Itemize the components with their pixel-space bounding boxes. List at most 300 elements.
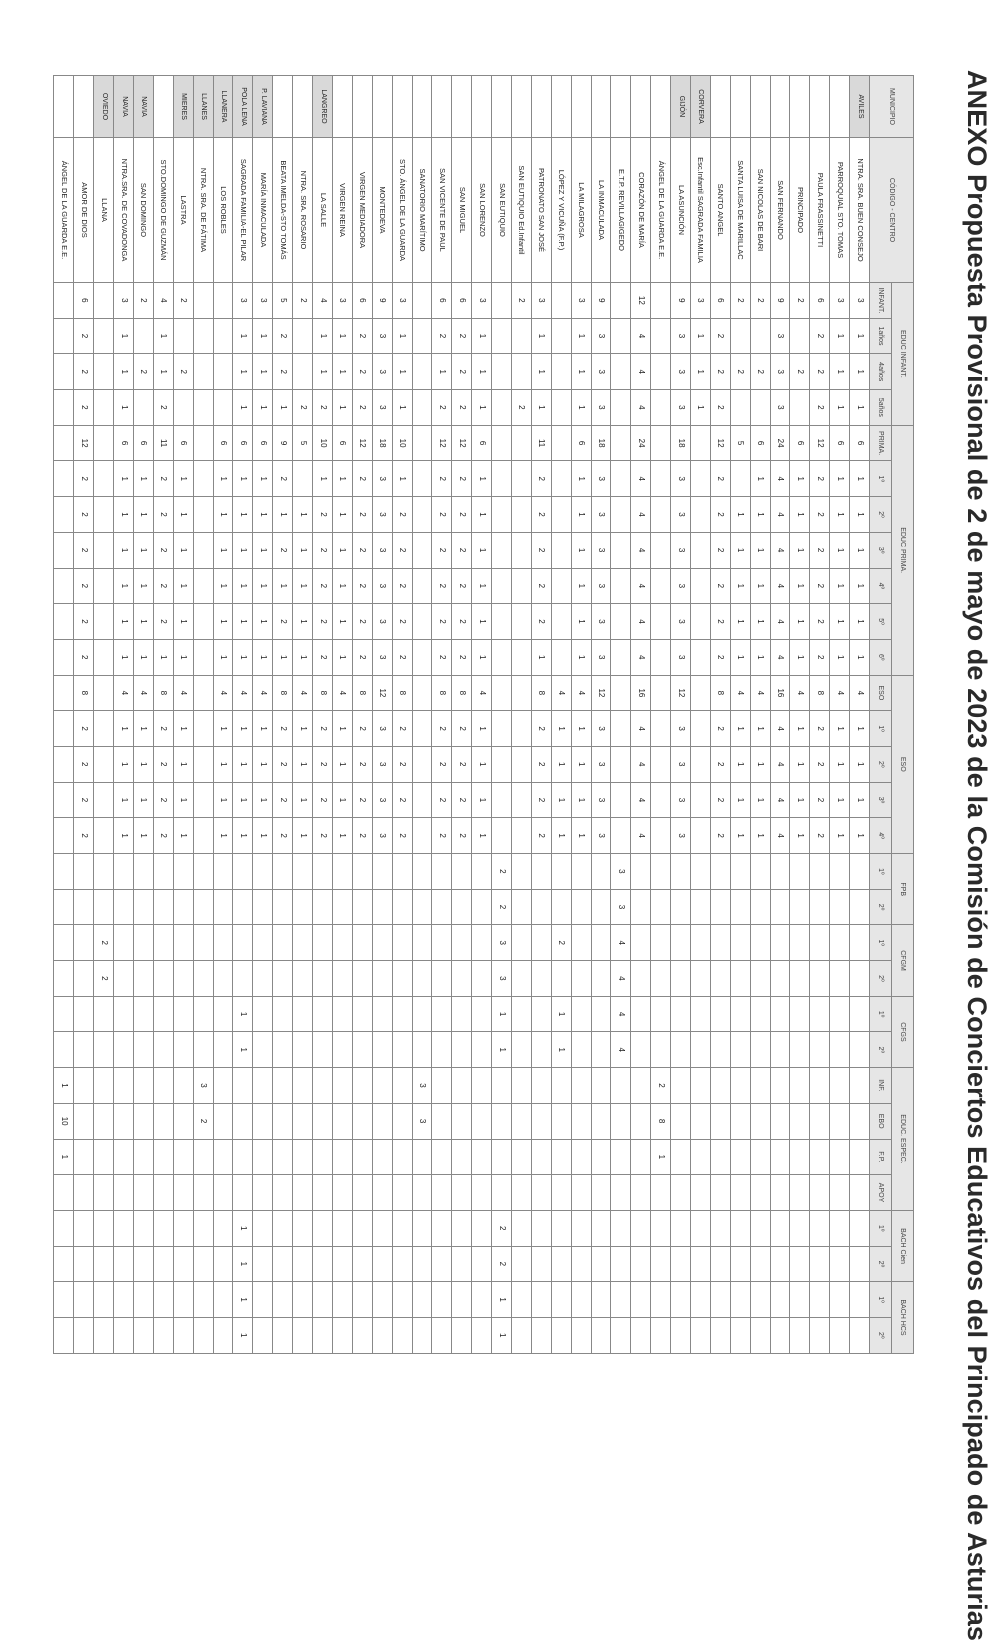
value-cell: 1 — [253, 782, 273, 818]
value-cell: 6 — [173, 425, 193, 461]
value-cell — [253, 854, 273, 890]
value-cell: 3 — [114, 283, 134, 319]
value-cell: 4 — [631, 497, 651, 533]
value-cell — [511, 639, 531, 675]
value-cell — [293, 854, 313, 890]
value-cell — [352, 1032, 372, 1068]
value-cell — [511, 1282, 531, 1318]
value-cell: 6 — [452, 283, 472, 319]
municipio-cell — [392, 76, 412, 138]
value-cell: 2 — [352, 746, 372, 782]
value-cell — [730, 1032, 750, 1068]
value-cell: 1 — [790, 711, 810, 747]
value-cell — [114, 996, 134, 1032]
value-cell — [193, 746, 213, 782]
value-cell: 2 — [74, 818, 94, 854]
value-cell — [850, 1210, 870, 1246]
value-cell: 8 — [273, 675, 293, 711]
value-cell — [114, 1317, 134, 1353]
value-cell: 2 — [392, 532, 412, 568]
value-cell — [392, 996, 412, 1032]
value-cell — [730, 1068, 750, 1104]
value-cell — [54, 497, 74, 533]
value-cell — [293, 925, 313, 961]
value-cell: 2 — [452, 497, 472, 533]
value-cell — [551, 532, 571, 568]
value-cell — [74, 1175, 94, 1211]
value-cell: 1 — [332, 532, 352, 568]
value-cell: 2 — [352, 604, 372, 640]
value-cell: 3 — [690, 283, 710, 319]
value-cell: 2 — [74, 711, 94, 747]
municipio-cell — [511, 76, 531, 138]
value-cell: 2 — [74, 532, 94, 568]
value-cell — [213, 1210, 233, 1246]
value-cell — [511, 1139, 531, 1175]
value-cell — [313, 1139, 333, 1175]
value-cell — [134, 996, 154, 1032]
value-cell: 2 — [352, 532, 372, 568]
value-cell — [730, 318, 750, 354]
municipio-cell: P. LAVIANA — [253, 76, 273, 138]
header-subcolumn: 1º — [870, 711, 892, 747]
value-cell — [332, 854, 352, 890]
value-cell — [770, 889, 790, 925]
table-row — [173, 76, 193, 1354]
value-cell: 16 — [631, 675, 651, 711]
municipio-cell — [651, 76, 671, 138]
value-cell: 1 — [472, 497, 492, 533]
value-cell: 2 — [273, 354, 293, 390]
value-cell: 1 — [253, 532, 273, 568]
value-cell: 1 — [173, 818, 193, 854]
value-cell — [313, 925, 333, 961]
value-cell: 1 — [114, 568, 134, 604]
value-cell — [332, 1032, 352, 1068]
value-cell — [472, 1210, 492, 1246]
value-cell — [611, 1282, 631, 1318]
value-cell: 3 — [193, 1068, 213, 1104]
value-cell: 1 — [571, 461, 591, 497]
value-cell: 2 — [492, 1210, 512, 1246]
value-cell — [193, 283, 213, 319]
value-cell: 2 — [392, 711, 412, 747]
value-cell: 2 — [74, 568, 94, 604]
value-cell: 3 — [671, 604, 691, 640]
value-cell — [850, 996, 870, 1032]
value-cell: 2 — [531, 568, 551, 604]
value-cell: 1 — [790, 782, 810, 818]
value-cell — [352, 1068, 372, 1104]
value-cell — [472, 1282, 492, 1318]
value-cell — [690, 782, 710, 818]
value-cell — [193, 1246, 213, 1282]
value-cell — [810, 925, 830, 961]
municipio-cell — [730, 76, 750, 138]
value-cell — [511, 961, 531, 997]
value-cell: 1 — [114, 532, 134, 568]
value-cell: 1 — [750, 818, 770, 854]
value-cell: 1 — [551, 711, 571, 747]
value-cell: 2 — [710, 318, 730, 354]
value-cell: 1 — [571, 746, 591, 782]
centro-cell: MARÍA INMACULADA — [253, 138, 273, 283]
value-cell: 4 — [631, 390, 651, 426]
value-cell: 6 — [472, 425, 492, 461]
value-cell: 2 — [273, 782, 293, 818]
value-cell: 2 — [810, 390, 830, 426]
value-cell: 1 — [213, 782, 233, 818]
header-subcolumn: ESO — [870, 675, 892, 711]
value-cell — [472, 1175, 492, 1211]
value-cell — [690, 532, 710, 568]
value-cell — [710, 925, 730, 961]
value-cell — [233, 961, 253, 997]
value-cell — [54, 461, 74, 497]
value-cell: 2 — [173, 354, 193, 390]
value-cell — [511, 889, 531, 925]
value-cell: 2 — [74, 782, 94, 818]
value-cell: 2 — [153, 711, 173, 747]
value-cell: 3 — [671, 639, 691, 675]
value-cell: 2 — [810, 818, 830, 854]
value-cell — [193, 1032, 213, 1068]
value-cell: 1 — [551, 996, 571, 1032]
centro-cell: SAGRADA FAMILIA-EL PILAR — [233, 138, 253, 283]
value-cell: 1 — [332, 818, 352, 854]
value-cell: 1 — [114, 746, 134, 782]
value-cell — [690, 461, 710, 497]
value-cell: 2 — [94, 961, 114, 997]
value-cell: 1 — [233, 604, 253, 640]
value-cell: 2 — [153, 746, 173, 782]
value-cell — [134, 1246, 154, 1282]
value-cell — [810, 854, 830, 890]
value-cell: 2 — [710, 746, 730, 782]
centro-cell: PATRONATO SAN JOSÉ — [531, 138, 551, 283]
value-cell: 3 — [591, 461, 611, 497]
value-cell — [114, 1103, 134, 1139]
value-cell: 1 — [392, 461, 412, 497]
value-cell — [790, 889, 810, 925]
header-subcolumn: 1º — [870, 1282, 892, 1318]
municipio-cell: GIJÓN — [671, 76, 691, 138]
value-cell — [770, 1103, 790, 1139]
value-cell: 1 — [233, 568, 253, 604]
value-cell: 1 — [332, 639, 352, 675]
value-cell: 1 — [472, 390, 492, 426]
value-cell: 2 — [153, 818, 173, 854]
value-cell — [531, 996, 551, 1032]
value-cell: 2 — [74, 746, 94, 782]
value-cell — [492, 675, 512, 711]
value-cell — [531, 1103, 551, 1139]
value-cell: 1 — [850, 818, 870, 854]
value-cell: 2 — [352, 354, 372, 390]
table-row — [511, 76, 531, 1354]
value-cell — [153, 1032, 173, 1068]
value-cell: 2 — [313, 746, 333, 782]
value-cell — [94, 1068, 114, 1104]
value-cell: 1 — [571, 354, 591, 390]
value-cell: 1 — [173, 639, 193, 675]
value-cell — [631, 889, 651, 925]
value-cell — [850, 1175, 870, 1211]
value-cell — [551, 1246, 571, 1282]
municipio-cell: NAVIA — [134, 76, 154, 138]
value-cell — [710, 1246, 730, 1282]
value-cell — [213, 390, 233, 426]
value-cell — [690, 996, 710, 1032]
value-cell — [352, 1317, 372, 1353]
value-cell — [511, 1068, 531, 1104]
municipio-cell — [531, 76, 551, 138]
value-cell — [770, 961, 790, 997]
value-cell — [651, 889, 671, 925]
value-cell — [551, 1317, 571, 1353]
value-cell: 1 — [253, 568, 273, 604]
value-cell: 2 — [392, 497, 412, 533]
value-cell — [472, 1032, 492, 1068]
value-cell — [531, 961, 551, 997]
value-cell — [690, 675, 710, 711]
value-cell: 4 — [770, 639, 790, 675]
value-cell — [770, 1068, 790, 1104]
value-cell — [293, 1317, 313, 1353]
value-cell — [611, 1210, 631, 1246]
value-cell — [94, 1139, 114, 1175]
value-cell — [492, 497, 512, 533]
value-cell: 1 — [830, 532, 850, 568]
value-cell — [830, 889, 850, 925]
value-cell — [770, 1282, 790, 1318]
value-cell — [710, 1103, 730, 1139]
value-cell: 4 — [631, 711, 651, 747]
value-cell: 4 — [770, 532, 790, 568]
value-cell: 1 — [293, 782, 313, 818]
value-cell — [472, 1317, 492, 1353]
value-cell — [293, 461, 313, 497]
value-cell: 2 — [352, 568, 372, 604]
value-cell — [790, 318, 810, 354]
value-cell: 1 — [114, 497, 134, 533]
table-row — [233, 76, 253, 1354]
value-cell — [830, 1068, 850, 1104]
value-cell: 8 — [531, 675, 551, 711]
value-cell: 3 — [372, 818, 392, 854]
value-cell: 3 — [671, 318, 691, 354]
value-cell — [492, 1175, 512, 1211]
header-subcolumn: F.P. — [870, 1139, 892, 1175]
value-cell — [193, 675, 213, 711]
value-cell: 6 — [352, 283, 372, 319]
value-cell: 6 — [710, 283, 730, 319]
value-cell: 2 — [511, 283, 531, 319]
value-cell: 8 — [710, 675, 730, 711]
value-cell — [671, 1139, 691, 1175]
value-cell: 1 — [750, 746, 770, 782]
value-cell — [750, 1317, 770, 1353]
value-cell: 10 — [313, 425, 333, 461]
value-cell: 1 — [173, 711, 193, 747]
value-cell — [153, 996, 173, 1032]
value-cell: 4 — [631, 604, 651, 640]
value-cell: 1 — [213, 711, 233, 747]
value-cell — [531, 889, 551, 925]
value-cell: 2 — [531, 746, 551, 782]
value-cell — [710, 1282, 730, 1318]
value-cell: 1 — [273, 390, 293, 426]
value-cell — [531, 1246, 551, 1282]
value-cell — [452, 1068, 472, 1104]
value-cell — [730, 1103, 750, 1139]
value-cell — [511, 996, 531, 1032]
value-cell: 1 — [472, 818, 492, 854]
municipio-cell: NAVIA — [114, 76, 134, 138]
value-cell — [54, 1210, 74, 1246]
value-cell — [690, 961, 710, 997]
value-cell — [492, 354, 512, 390]
value-cell: 1 — [213, 818, 233, 854]
centro-cell: VIRGEN MEDIADORA — [352, 138, 372, 283]
value-cell: 2 — [153, 604, 173, 640]
municipio-cell — [452, 76, 472, 138]
value-cell — [810, 996, 830, 1032]
value-cell — [94, 639, 114, 675]
value-cell — [750, 1210, 770, 1246]
municipio-cell — [492, 76, 512, 138]
header-subcolumn: 2º — [870, 746, 892, 782]
value-cell: 2 — [710, 497, 730, 533]
value-cell: 1 — [253, 390, 273, 426]
value-cell — [730, 1175, 750, 1211]
value-cell — [591, 1103, 611, 1139]
value-cell — [293, 961, 313, 997]
value-cell: 4 — [313, 283, 333, 319]
value-cell: 3 — [372, 746, 392, 782]
value-cell — [452, 996, 472, 1032]
value-cell — [193, 961, 213, 997]
value-cell: 3 — [372, 497, 392, 533]
value-cell — [810, 1246, 830, 1282]
header-subcolumn: 2º — [870, 497, 892, 533]
value-cell — [551, 1139, 571, 1175]
value-cell — [671, 1246, 691, 1282]
value-cell — [611, 639, 631, 675]
value-cell: 1 — [571, 497, 591, 533]
value-cell: 1 — [830, 318, 850, 354]
value-cell — [54, 961, 74, 997]
value-cell — [492, 461, 512, 497]
value-cell — [54, 1246, 74, 1282]
table-row — [293, 76, 313, 1354]
value-cell — [94, 854, 114, 890]
value-cell — [671, 1068, 691, 1104]
value-cell — [313, 854, 333, 890]
value-cell — [511, 1317, 531, 1353]
value-cell — [193, 854, 213, 890]
value-cell: 2 — [432, 461, 452, 497]
value-cell — [810, 1068, 830, 1104]
value-cell: 1 — [850, 746, 870, 782]
value-cell — [452, 889, 472, 925]
value-cell — [352, 1103, 372, 1139]
value-cell: 2 — [531, 461, 551, 497]
value-cell — [770, 1139, 790, 1175]
value-cell: 2 — [452, 746, 472, 782]
value-cell — [392, 1282, 412, 1318]
value-cell — [332, 996, 352, 1032]
value-cell — [511, 1103, 531, 1139]
value-cell — [54, 675, 74, 711]
value-cell: 18 — [671, 425, 691, 461]
value-cell: 1 — [173, 746, 193, 782]
value-cell — [492, 1139, 512, 1175]
value-cell — [651, 1282, 671, 1318]
header-subcolumn: INFANT. — [870, 283, 892, 319]
value-cell — [432, 1282, 452, 1318]
header-subcolumn: 2º — [870, 1317, 892, 1353]
municipio-cell — [571, 76, 591, 138]
municipio-cell — [472, 76, 492, 138]
value-cell: 1 — [730, 746, 750, 782]
value-cell — [74, 1282, 94, 1318]
value-cell: 1 — [750, 461, 770, 497]
value-cell: 1 — [730, 604, 750, 640]
value-cell — [213, 889, 233, 925]
value-cell: 1 — [134, 639, 154, 675]
value-cell — [452, 1103, 472, 1139]
value-cell — [173, 889, 193, 925]
value-cell: 1 — [472, 532, 492, 568]
header-subcolumn: PRIMA. — [870, 425, 892, 461]
value-cell: 2 — [74, 354, 94, 390]
value-cell: 2 — [531, 818, 551, 854]
value-cell: 1 — [730, 711, 750, 747]
municipio-cell — [750, 76, 770, 138]
value-cell — [114, 1139, 134, 1175]
value-cell: 1 — [293, 497, 313, 533]
table-row — [770, 76, 790, 1354]
value-cell — [651, 746, 671, 782]
value-cell — [830, 996, 850, 1032]
value-cell — [332, 1139, 352, 1175]
value-cell — [690, 604, 710, 640]
value-cell — [94, 746, 114, 782]
value-cell — [412, 390, 432, 426]
value-cell — [810, 889, 830, 925]
value-cell: 2 — [710, 390, 730, 426]
value-cell: 1 — [571, 818, 591, 854]
value-cell — [412, 746, 432, 782]
value-cell — [313, 996, 333, 1032]
value-cell — [193, 1210, 213, 1246]
value-cell: 1 — [253, 818, 273, 854]
value-cell: 1 — [730, 497, 750, 533]
value-cell — [730, 461, 750, 497]
header-subcolumn: 4º — [870, 568, 892, 604]
value-cell: 4 — [472, 675, 492, 711]
value-cell: 3 — [332, 283, 352, 319]
value-cell — [651, 390, 671, 426]
table-row — [134, 76, 154, 1354]
value-cell — [452, 925, 472, 961]
value-cell: 2 — [74, 390, 94, 426]
value-cell: 1 — [293, 568, 313, 604]
value-cell — [531, 1068, 551, 1104]
value-cell — [233, 1175, 253, 1211]
value-cell — [372, 1175, 392, 1211]
